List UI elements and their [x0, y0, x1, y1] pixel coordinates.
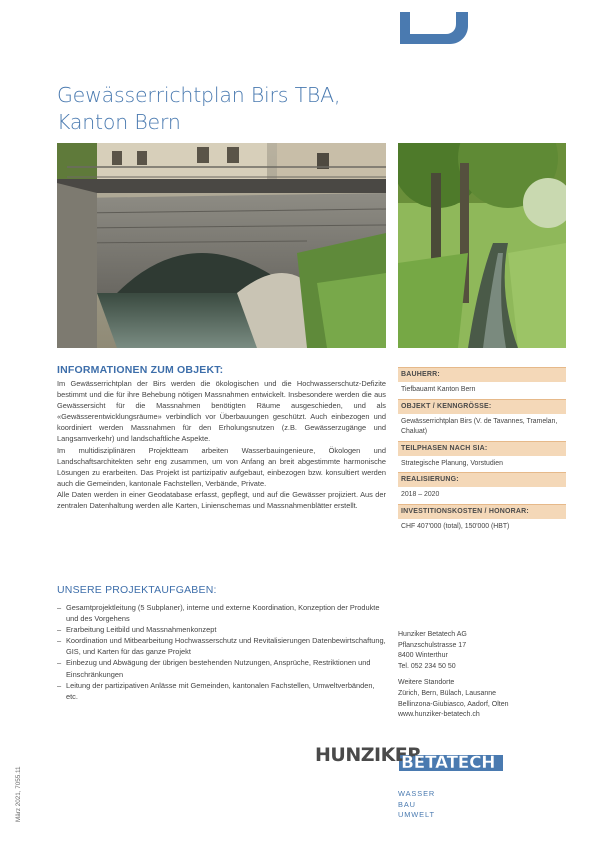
locations-line-2: Bellinzona-Giubiasco, Aadorf, Olten [398, 700, 509, 708]
tagline-line: WASSER [398, 789, 436, 798]
locations-line-1: Zürich, Bern, Bülach, Lausanne [398, 689, 497, 697]
list-item: – Leitung der partizipativen Anlässe mit Gemeinden, kantonalen Fachstellen, Umweltverbänden, etc. [57, 680, 375, 701]
brand-tagline [398, 789, 435, 821]
stream-photo [398, 143, 566, 348]
task-text: Einbezug und Abwägung der übrigen bestehenden Nutzungen, Ansprüche, Restriktionen und Einschränkungen [66, 658, 371, 679]
title-line-2: Kanton Bern [57, 110, 181, 134]
list-item: – Einbezug und Abwägung der übrigen bestehenden Nutzungen, Ansprüche, Restriktionen und Einschränkungen [57, 658, 371, 679]
fact-label-realisation: REALISIERUNG: [398, 472, 566, 487]
fact-label-client: BAUHERR: [398, 367, 566, 382]
page-title [57, 82, 387, 136]
list-item: – Koordination und Mitbearbeitung Hochwasserschutz und Revitalisierungen Datenbewirtschaftung, GIS, und Karten für das ganze Projekt [57, 636, 386, 657]
fact-value-client: Tiefbauamt Kanton Bern [401, 386, 476, 393]
bridge-photo [57, 143, 386, 348]
fact-label-costs: INVESTITIONSKOSTEN / HONORAR: [398, 504, 566, 519]
fact-value-realisation: 2018 – 2020 [401, 491, 440, 498]
info-text [57, 378, 386, 511]
document-date: März 2021, 7055.11 [15, 766, 22, 822]
contact-block [398, 630, 566, 721]
list-item: – Gesamtprojektleitung (5 Subplaner), interne und externe Koordination, Konzeption der Produkte und des Vorgehens [57, 603, 380, 624]
tasks-list [57, 602, 386, 702]
fact-value-object: Gewässerrichtplan Birs (V. de Tavannes, Tramelan, Chaluat) [401, 417, 558, 435]
task-text: Koordination und Mitbearbeitung Hochwasserschutz und Revitalisierungen Datenbewirtschaftung, GIS, und Karten für das ganze Projekt [66, 636, 386, 657]
task-text: Erarbeitung Leitbild und Massnahmenkonzept [66, 625, 217, 635]
company-phone: Tel. 052 234 50 50 [398, 662, 456, 670]
website-link[interactable]: www.hunziker-betatech.ch [398, 711, 480, 719]
project-facts [398, 367, 566, 535]
fact-label-phases: TEILPHASEN NACH SIA: [398, 441, 566, 456]
title-line-1: Gewässerrichtplan Birs TBA, [57, 83, 341, 107]
tasks-heading: UNSERE PROJEKTAUFGABEN: [57, 584, 217, 596]
fact-value-phases: Strategische Planung, Vorstudien [401, 459, 503, 467]
tagline-line: BAU [398, 799, 416, 809]
logo-text-part1: HUNZIKER [315, 744, 422, 766]
list-item: – Erarbeitung Leitbild und Massnahmenkonzept [57, 625, 217, 635]
task-text: Leitung der partizipativen Anlässe mit Gemeinden, kantonalen Fachstellen, Umweltverbänden, etc. [66, 680, 375, 701]
logo-text-part2: BETATECH [401, 753, 496, 771]
hunziker-betatech-logo [315, 743, 555, 771]
info-paragraph: Im Gewässerrichtplan der Birs werden die ökologischen und die Hochwasserschutz-Defizite bestimmt und die für ihre Behebung nötigen Massnahmen entwickelt. Insbesondere werden die aus Gewässersicht für die Massnahmen benötigten Räume ausgeschieden, und als «Gewässerentwicklungsräume» verbindlich vor Überbauungen geschützt. Auch einbezogen und koordiniert werden Massnahmen für den Erholungsnutzen (z.B. Gewässerzugänge und Langsamverkehr) und landschaftliche Aspekte. [57, 379, 386, 444]
company-city: 8400 Winterthur [398, 652, 448, 660]
brand-mark-icon [400, 12, 468, 44]
info-heading: INFORMATIONEN ZUM OBJEKT: [57, 364, 224, 376]
info-paragraph: Im multidisziplinären Projektteam arbeiten Wasserbauingenieure, Ökologen und Landschaftsarchitekten sehr eng zusammen, um von Anfang an breit abgestimmte harmonische Lösungen zu erarbeiten. Das Projekt ist partizipativ aufgebaut, einbezogen bzw. konsultiert werden auch die Gemeinden, kantonale Fachstellen, Verbände, Private. [57, 445, 386, 488]
locations-heading: Weitere Standorte [398, 679, 455, 687]
task-text: Gesamtprojektleitung (5 Subplaner), interne und externe Koordination, Konzeption der Produkte und des Vorgehens [66, 603, 380, 624]
fact-value-costs: CHF 407'000 (total), 150'000 (HBT) [401, 522, 510, 530]
info-paragraph: Alle Daten werden in einer Geodatabase erfasst, gepflegt, und auf die Gewässer projiziert. Aus der zentralen Datenhaltung werden alle Karten, Linienschemas und Massnahmenblätter erstellt. [57, 489, 386, 511]
company-name: Hunziker Betatech AG [398, 631, 467, 638]
tagline-line: UMWELT [398, 810, 435, 819]
fact-label-object: OBJEKT / KENNGRÖSSE: [398, 399, 566, 414]
company-street: Pflanzschulstrasse 17 [398, 641, 467, 649]
